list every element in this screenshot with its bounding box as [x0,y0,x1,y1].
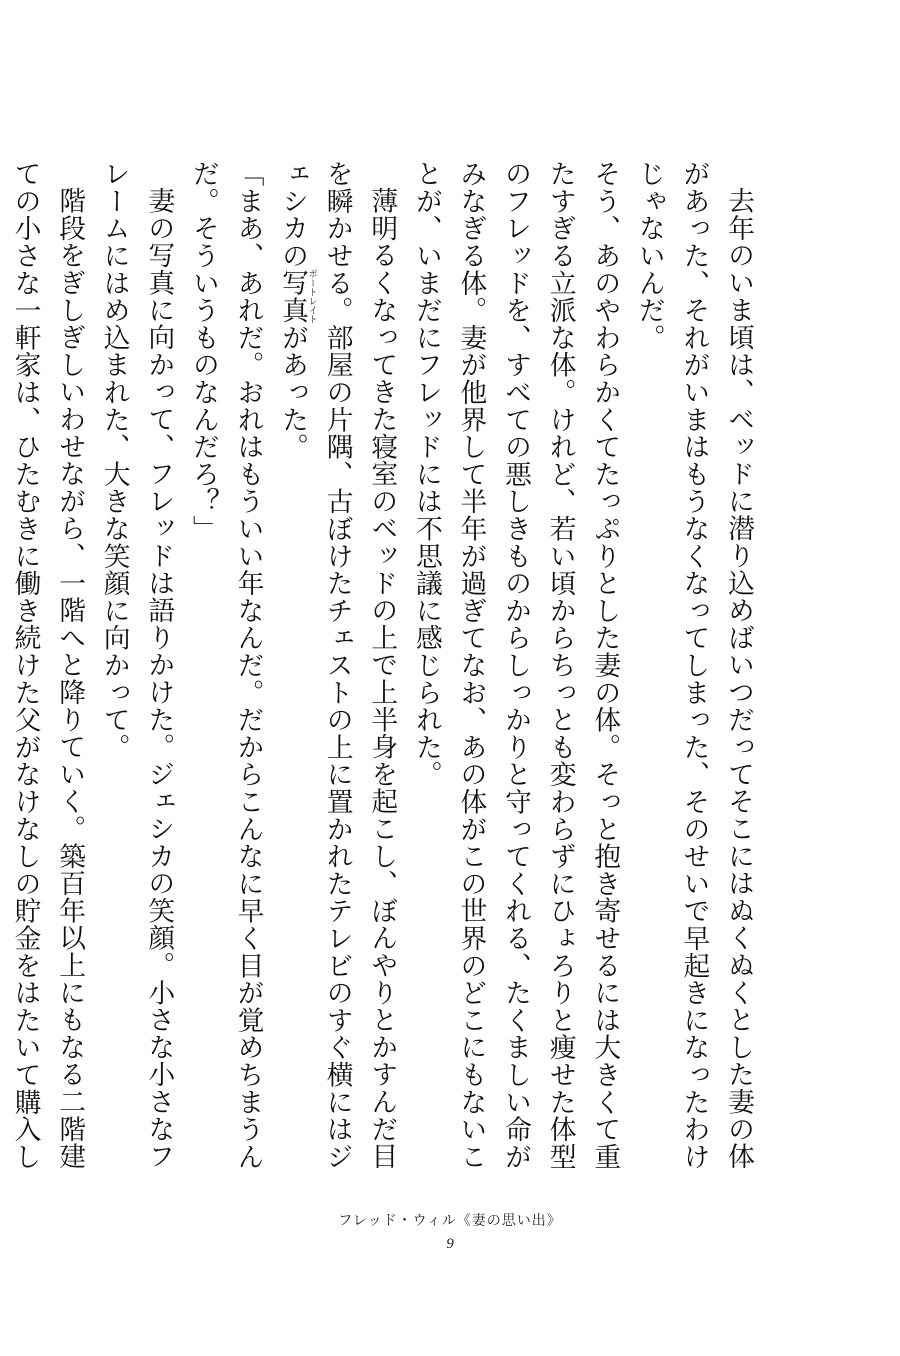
paragraph-5: 妻の写真に向かって、フレッドは語りかけた。ジェシカの笑顔。小さな小さなフレームにはめ込まれた、大きな笑顔に向かって。 [98,160,175,1170]
paragraph-4-dialogue: 「まあ、あれだ。おれはもういい年なんだ。だからこんなに早く目が覚めちまうんだ。そういうものなんだろ？」 [187,160,264,1171]
paragraph-6: 階段をぎしぎしいわせながら、一階へと降りていく。築百年以上にもなる二階建ての小さな一軒家は、ひたむきに働き続けた父がなけなしの貯金をはたいて購入し [9,160,86,1171]
ruby-annotation: ポートレイト [306,269,317,324]
page-number: 9 [446,1236,454,1252]
paragraph-1: 去年のいま頃は、ベッドに潜り込めばいつだってそこにはぬくぬくとした妻の体があった、それがいまはもうなくなってしまった、そのせいで早起きになったわけじゃないんだ。 [633,160,754,1171]
vertical-text-body [9,160,760,1175]
running-footer-title: フレッド・ウィル《妻の思い出》 [338,1213,562,1229]
paragraph-3-after: があった。 [277,323,309,461]
ruby-portrait [277,269,317,324]
paragraph-2: そう、あのやわらかくてたっぷりとした妻の体。そっと抱き寄せるには大きくて重たすぎる立派な体。けれど、若い頃からちっとも変わらずにひょろりと痩せた体型のフレッドを、すべての悪しきものからしっかりと守ってくれる、たくましい命がみなぎる体。妻が他界して半年が過ぎてなお、あの体がこの世界のどこにもないことが、いまだにフレッドには不思議に感じられた。 [410,160,621,1171]
ruby-base: 写真 [277,269,309,324]
paragraph-3-before: 薄明るくなってきた寝室のベッドの上で上半身を起こし、ぼんやりとかすんだ目を瞬かせる。部屋の片隅、古ぼけたチェストの上に置かれたテレビのすぐ横にはジェシカの [277,160,398,1171]
paragraph-3 [269,160,403,1175]
